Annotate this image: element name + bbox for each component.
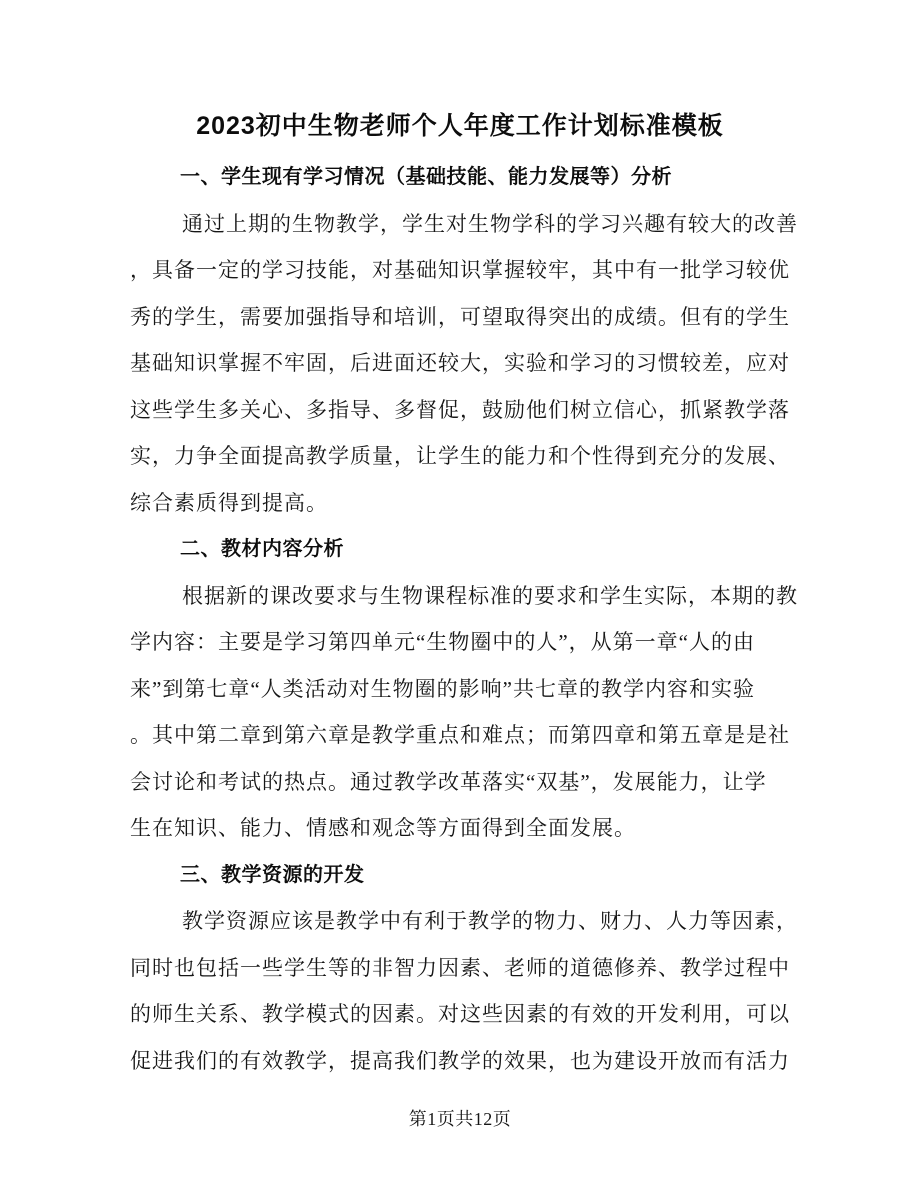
paragraph-line: 同时也包括一些学生等的非智力因素、老师的道德修养、教学过程中: [130, 955, 790, 980]
paragraph: [130, 573, 798, 852]
page-indicator: 第1页共12页: [408, 1109, 512, 1129]
section-heading: 二、教材内容分析: [180, 538, 344, 560]
paragraph-line: 实，力争全面提高教学质量，让学生的能力和个性得到充分的发展、: [130, 444, 790, 468]
paragraph-line: 生在知识、能力、情感和观念等方面得到全面发展。: [130, 816, 636, 840]
paragraph-line: 综合素质得到提高。: [130, 490, 328, 515]
paragraph-line: 促进我们的有效教学，提高我们教学的效果，也为建设开放而有活力: [130, 1048, 790, 1073]
paragraph-line: 的师生关系、教学模式的因素。对这些因素的有效的开发利用，可以: [130, 1002, 790, 1026]
paragraph-line: 根据新的课改要求与生物课程标准的要求和学生实际，本期的教: [182, 583, 798, 608]
section-heading: 三、教学资源的开发: [180, 863, 365, 886]
paragraph-line: 基础知识掌握不牢固，后进面还较大，实验和学习的习惯较差，应对: [130, 351, 790, 375]
document-body: [130, 154, 798, 1084]
paragraph-line: 这些学生多关心、多指导、多督促，鼓励他们树立信心，抓紧教学落: [130, 397, 790, 422]
document-title: 2023初中生物老师个人年度工作计划标准模板: [196, 112, 724, 140]
section-heading: 一、学生现有学习情况（基础技能、能力发展等）分析: [180, 166, 672, 188]
paragraph: [130, 898, 798, 1084]
paragraph-line: ，具备一定的学习技能，对基础知识掌握较牢，其中有一批学习较优: [130, 258, 790, 282]
page-footer: [0, 1105, 920, 1131]
paragraph: [130, 201, 798, 527]
paragraph-line: 。其中第二章到第六章是教学重点和难点；而第四章和第五章是是社: [130, 723, 790, 747]
paragraph-line: 学内容：主要是学习第四单元“生物圈中的人”，从第一章“人的由: [130, 630, 755, 654]
paragraph-line: 来”到第七章“人类活动对生物圈的影响”共七章的教学内容和实验: [130, 676, 755, 701]
paragraph-line: 教学资源应该是教学中有利于教学的物力、财力、人力等因素，: [182, 909, 798, 933]
paragraph-line: 通过上期的生物教学，学生对生物学科的学习兴趣有较大的改善: [182, 211, 798, 236]
paragraph-line: 会讨论和考试的热点。通过教学改革落实“双基”，发展能力，让学: [130, 769, 767, 794]
paragraph-line: 秀的学生，需要加强指导和培训，可望取得突出的成绩。但有的学生: [130, 304, 790, 329]
